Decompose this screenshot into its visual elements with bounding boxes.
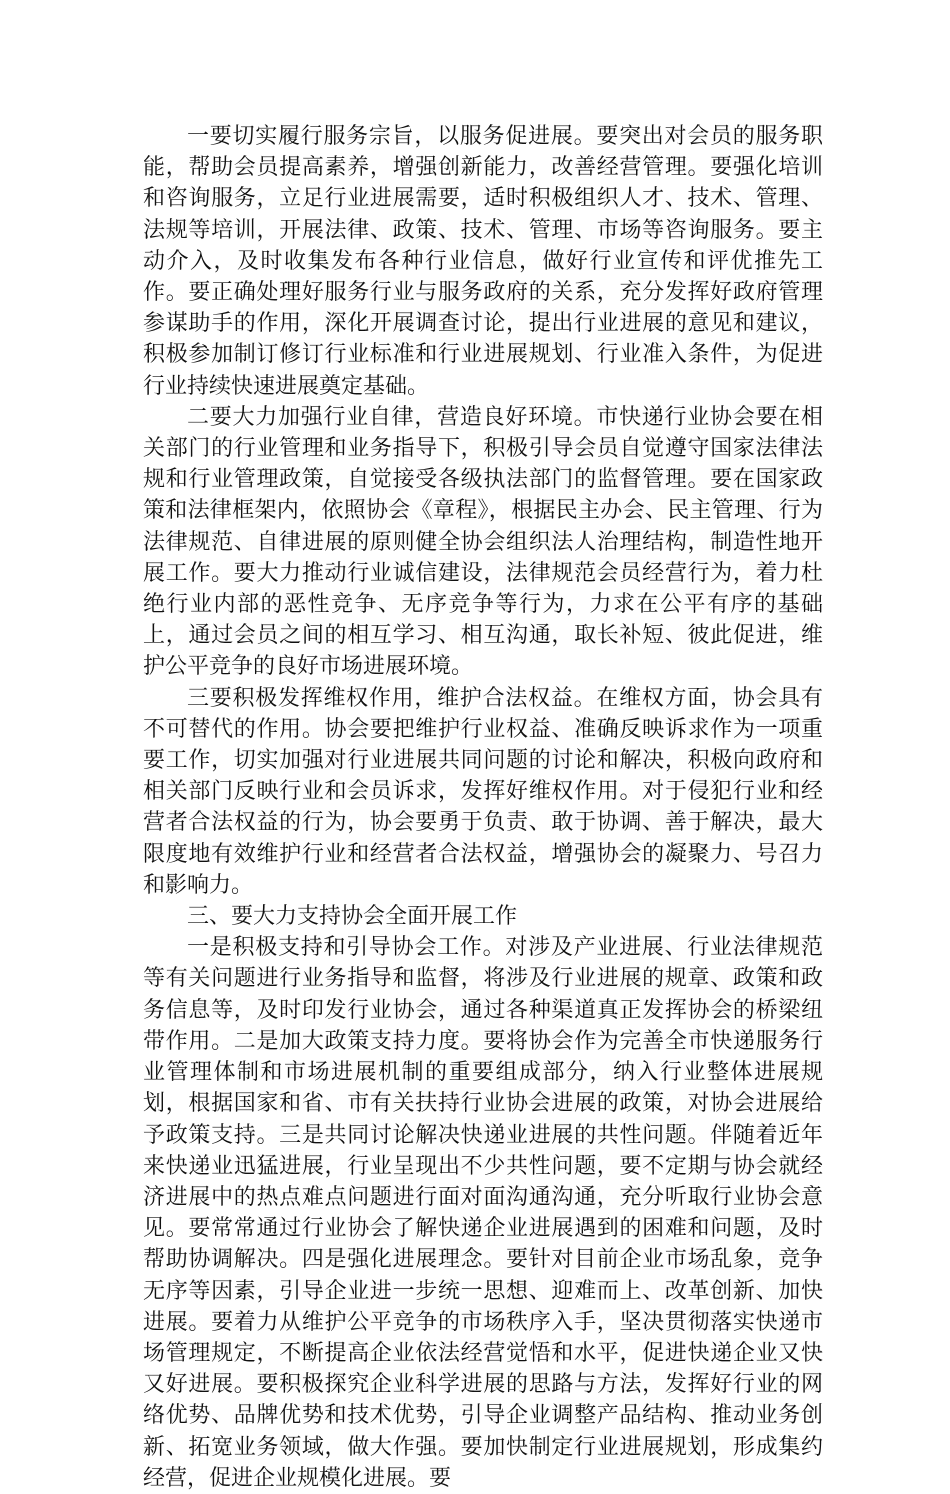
paragraph-service-purpose: 一要切实履行服务宗旨，以服务促进展。要突出对会员的服务职能，帮助会员提高素养，增强创新能力，改善经营管理。要强化培训和咨询服务，立足行业进展需要，适时积极组织人才、技术、管理、法规等培训，开展法律、政策、技术、管理、市场等咨询服务。要主动介入，及时收集发布各种行业信息，做好行业宣传和评优推先工作。要正确处理好服务行业与服务政府的关系，充分发挥好政府管理参谋助手的作用，深化开展调查讨论，提出行业进展的意见和建议，积极参加制订修订行业标准和行业进展规划、行业准入条件，为促进行业持续快速进展奠定基础。 xyxy=(143,124,823,399)
document-body xyxy=(143,121,823,1494)
section-heading: 三、要大力支持协会全面开展工作 xyxy=(187,904,518,930)
paragraph-rights-protection: 三要积极发挥维权作用，维护合法权益。在维权方面，协会具有不可替代的作用。协会要把维护行业权益、准确反映诉求作为一项重要工作，切实加强对行业进展共同问题的讨论和解决，积极向政府和相关部门反映行业和会员诉求，发挥好维权作用。对于侵犯行业和经营者合法权益的行为，协会要勇于负责、敢于协调、善于解决，最大限度地有效维护行业和经营者合法权益，增强协会的凝聚力、号召力和影响力。 xyxy=(143,685,823,898)
paragraph-support-association: 一是积极支持和引导协会工作。对涉及产业进展、行业法律规范等有关问题进行业务指导和监督，将涉及行业进展的规章、政策和政务信息等，及时印发行业协会，通过各种渠道真正发挥协会的桥梁纽带作用。二是加大政策支持力度。要将协会作为完善全市快递服务行业管理体制和市场进展机制的重要组成部分，纳入行业整体进展规划，根据国家和省、市有关扶持行业协会进展的政策，对协会进展给予政策支持。三是共同讨论解决快递业进展的共性问题。伴随着近年来快递业迅猛进展，行业呈现出不少共性问题，要不定期与协会就经济进展中的热点难点问题进行面对面沟通沟通，充分听取行业协会意见。要常常通过行业协会了解快递企业进展遇到的困难和问题，及时帮助协调解决。四是强化进展理念。要针对目前企业市场乱象，竞争无序等因素，引导企业进一步统一思想、迎难而上、改革创新、加快进展。要着力从维护公平竞争的市场秩序入手，坚决贯彻落实快递市场管理规定，不断提高企业依法经营觉悟和水平，促进快递企业又快又好进展。要积极探究企业科学进展的思路与方法，发挥好行业的网络优势、品牌优势和技术优势，引导企业调整产品结构、推动业务创新、拓宽业务领域，做大作强。要加快制定行业进展规划，形成集约经营，促进企业规模化进展。要 xyxy=(143,935,823,1491)
paragraph-industry-self-discipline: 二要大力加强行业自律，营造良好环境。市快递行业协会要在相关部门的行业管理和业务指导下，积极引导会员自觉遵守国家法律法规和行业管理政策，自觉接受各级执法部门的监督管理。要在国家政策和法律框架内，依照协会《章程》，根据民主办会、民主管理、行为法律规范、自律进展的原则健全协会组织法人治理结构，制造性地开展工作。要大力推动行业诚信建设，法律规范会员经营行为，着力杜绝行业内部的恶性竞争、无序竞争等行为，力求在公平有序的基础上，通过会员之间的相互学习、相互沟通，取长补短、彼此促进，维护公平竞争的良好市场进展环境。 xyxy=(143,404,823,680)
